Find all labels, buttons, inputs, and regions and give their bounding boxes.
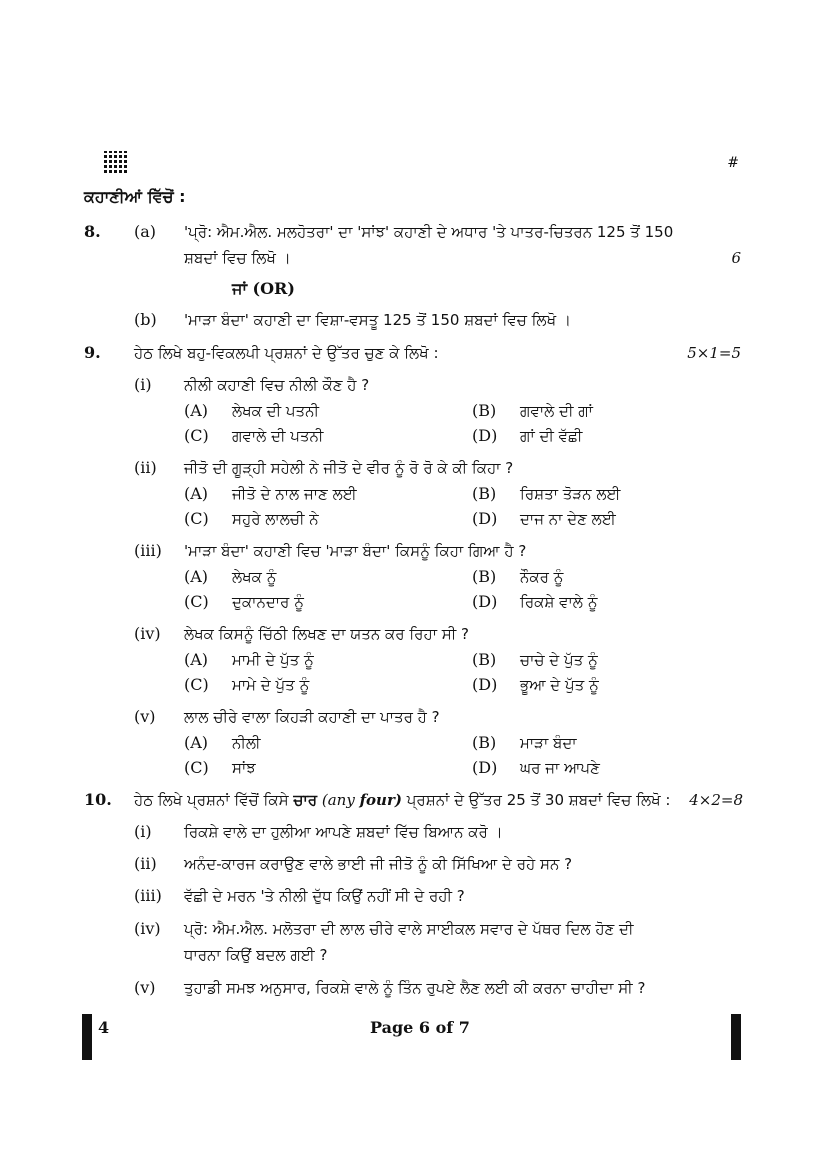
option-d: ਘਰ ਜਾ ਆਪਣੇ xyxy=(520,759,600,777)
option-label: (D) xyxy=(472,675,498,694)
question-text xyxy=(134,790,670,810)
question-text: ਲਾਲ ਚੀਰੇ ਵਾਲਾ ਕਿਹੜੀ ਕਹਾਣੀ ਦਾ ਪਾਤਰ ਹੈ ? xyxy=(184,708,440,726)
question-text: ਪ੍ਰੋ: ਐਮ.ਐਲ. ਮਲੋਤਰਾ ਦੀ ਲਾਲ ਚੀਰੇ ਵਾਲੇ ਸਾਈਕਲ ਸਵਾਰ ਦੇ ਪੱਥਰ ਦਿਲ ਹੋਣ ਦੀ xyxy=(184,920,634,938)
option-b: ਮਾੜਾ ਬੰਦਾ xyxy=(520,734,577,752)
question-text: ਹੇਠ ਲਿਖੇ ਬਹੁ-ਵਿਕਲਪੀ ਪ੍ਰਸ਼ਨਾਂ ਦੇ ਉੱਤਰ ਚੁਣ ਕੇ ਲਿਖੋ : xyxy=(134,344,439,362)
sub-label: (iii) xyxy=(134,886,162,905)
sub-label: (v) xyxy=(134,707,156,726)
option-a: ਲੇਖਕ ਦੀ ਪਤਨੀ xyxy=(232,402,320,420)
option-a: ਜੀਤੋ ਦੇ ਨਾਲ ਜਾਣ ਲਈ xyxy=(232,485,357,503)
option-label: (D) xyxy=(472,509,498,528)
question-number: 10. xyxy=(84,790,112,809)
question-text: ਅਨੰਦ-ਕਾਰਜ ਕਰਾਉਣ ਵਾਲੇ ਭਾਈ ਜੀ ਜੀਤੋ ਨੂੰ ਕੀ ਸਿੱਖਿਆ ਦੇ ਰਹੇ ਸਨ ? xyxy=(184,855,573,873)
option-d: ਭੂਆ ਦੇ ਪੁੱਤ ਨੂੰ xyxy=(520,676,599,694)
option-a: ਮਾਮੀ ਦੇ ਪੁੱਤ ਨੂੰ xyxy=(232,651,314,669)
option-label: (C) xyxy=(184,592,209,611)
or-label: ਜਾਂ (OR) xyxy=(232,279,295,298)
option-label: (B) xyxy=(472,733,497,752)
question-text: ਧਾਰਨਾ ਕਿਉਂ ਬਦਲ ਗਈ ? xyxy=(184,946,328,964)
option-b: ਗਵਾਲੇ ਦੀ ਗਾਂ xyxy=(520,402,593,420)
option-c: ਦੁਕਾਨਦਾਰ ਨੂੰ xyxy=(232,593,304,611)
page-number: Page 6 of 7 xyxy=(370,1018,470,1037)
option-label: (C) xyxy=(184,758,209,777)
text-four: four) xyxy=(359,791,402,809)
option-label: (B) xyxy=(472,567,497,586)
question-text: ਤੁਹਾਡੀ ਸਮਝ ਅਨੁਸਾਰ, ਰਿਕਸ਼ੇ ਵਾਲੇ ਨੂੰ ਤਿੰਨ ਰੁਪਏ ਲੈਣ ਲਈ ਕੀ ਕਰਨਾ ਚਾਹੀਦਾ ਸੀ ? xyxy=(184,979,646,997)
sub-label: (iv) xyxy=(134,919,161,938)
option-label: (D) xyxy=(472,758,498,777)
option-label: (B) xyxy=(472,650,497,669)
section-title: ਕਹਾਣੀਆਂ ਵਿੱਚੋਂ : xyxy=(84,187,186,206)
option-b: ਚਾਚੇ ਦੇ ਪੁੱਤ ਨੂੰ xyxy=(520,651,598,669)
sub-label: (iii) xyxy=(134,541,162,560)
option-label: (C) xyxy=(184,675,209,694)
footer-bar-left xyxy=(82,1014,92,1060)
sub-label: (i) xyxy=(134,375,152,394)
sub-label: (ii) xyxy=(134,854,157,873)
footer-code: 4 xyxy=(98,1018,110,1037)
option-b: ਨੌਕਰ ਨੂੰ xyxy=(520,568,564,586)
question-text: ਜੀਤੋ ਦੀ ਗੂੜ੍ਹੀ ਸਹੇਲੀ ਨੇ ਜੀਤੋ ਦੇ ਵੀਰ ਨੂੰ ਰੋ ਰੋ ਕੇ ਕੀ ਕਿਹਾ ? xyxy=(184,459,514,477)
header-hash: # xyxy=(727,155,739,171)
marks: 6 xyxy=(731,249,741,267)
option-label: (A) xyxy=(184,484,209,503)
option-a: ਲੇਖਕ ਨੂੰ xyxy=(232,568,277,586)
option-c: ਗਵਾਲੇ ਦੀ ਪਤਨੀ xyxy=(232,427,324,445)
option-label: (A) xyxy=(184,650,209,669)
question-number: 8. xyxy=(84,222,101,241)
sub-label: (a) xyxy=(134,222,157,241)
sub-label: (b) xyxy=(134,310,157,329)
option-d: ਰਿਕਸ਼ੇ ਵਾਲੇ ਨੂੰ xyxy=(520,593,598,611)
option-d: ਗਾਂ ਦੀ ਵੱਛੀ xyxy=(520,427,583,445)
question-number: 9. xyxy=(84,343,101,362)
sub-label: (v) xyxy=(134,978,156,997)
sub-label: (ii) xyxy=(134,458,157,477)
marks: 5×1=5 xyxy=(687,344,741,362)
question-text: ਰਿਕਸ਼ੇ ਵਾਲੇ ਦਾ ਹੁਲੀਆ ਆਪਣੇ ਸ਼ਬਦਾਂ ਵਿੱਚ ਬਿਆਨ ਕਰੋ । xyxy=(184,823,503,841)
option-label: (D) xyxy=(472,426,498,445)
option-label: (A) xyxy=(184,567,209,586)
sub-label: (i) xyxy=(134,822,152,841)
question-text: ਵੱਛੀ ਦੇ ਮਰਨ 'ਤੇ ਨੀਲੀ ਦੁੱਧ ਕਿਉਂ ਨਹੀਂ ਸੀ ਦੇ ਰਹੀ ? xyxy=(184,887,465,905)
text-bold: ਚਾਰ xyxy=(293,791,318,809)
option-label: (B) xyxy=(472,484,497,503)
option-label: (A) xyxy=(184,401,209,420)
option-label: (D) xyxy=(472,592,498,611)
footer-bar-right xyxy=(731,1014,741,1060)
option-label: (C) xyxy=(184,509,209,528)
option-label: (B) xyxy=(472,401,497,420)
option-label: (A) xyxy=(184,733,209,752)
text-pre: ਹੇਠ ਲਿਖੇ ਪ੍ਰਸ਼ਨਾਂ ਵਿੱਚੋਂ ਕਿਸੇ xyxy=(134,791,289,809)
option-label: (C) xyxy=(184,426,209,445)
option-b: ਰਿਸ਼ਤਾ ਤੋੜਨ ਲਈ xyxy=(520,485,621,503)
question-text: 'ਪ੍ਰੋ: ਐਮ.ਐਲ. ਮਲਹੋਤਰਾ' ਦਾ 'ਸਾਂਝ' ਕਹਾਣੀ ਦੇ ਅਧਾਰ 'ਤੇ ਪਾਤਰ-ਚਿਤਰਨ 125 ਤੋਂ 150 xyxy=(184,223,674,241)
sub-label: (iv) xyxy=(134,624,161,643)
text-any: (any xyxy=(321,791,355,809)
marks: 4×2=8 xyxy=(689,791,743,809)
question-text: 'ਮਾੜਾ ਬੰਦਾ' ਕਹਾਣੀ ਵਿਚ 'ਮਾੜਾ ਬੰਦਾ' ਕਿਸਨੂੰ ਕਿਹਾ ਗਿਆ ਹੈ ? xyxy=(184,542,527,560)
text-post: ਪ੍ਰਸ਼ਨਾਂ ਦੇ ਉੱਤਰ 25 ਤੋਂ 30 ਸ਼ਬਦਾਂ ਵਿਚ ਲਿਖੋ : xyxy=(406,791,671,809)
question-text: ਸ਼ਬਦਾਂ ਵਿਚ ਲਿਖੋ । xyxy=(184,249,291,267)
option-c: ਸਹੁਰੇ ਲਾਲਚੀ ਨੇ xyxy=(232,510,319,528)
option-c: ਮਾਮੇ ਦੇ ਪੁੱਤ ਨੂੰ xyxy=(232,676,310,694)
option-c: ਸਾਂਝ xyxy=(232,759,256,777)
question-text: ਨੀਲੀ ਕਹਾਣੀ ਵਿਚ ਨੀਲੀ ਕੌਣ ਹੈ ? xyxy=(184,376,370,394)
question-text: 'ਮਾੜਾ ਬੰਦਾ' ਕਹਾਣੀ ਦਾ ਵਿਸ਼ਾ-ਵਸਤੂ 125 ਤੋਂ 150 ਸ਼ਬਦਾਂ ਵਿਚ ਲਿਖੋ । xyxy=(184,311,571,329)
option-d: ਦਾਜ ਨਾ ਦੇਣ ਲਈ xyxy=(520,510,616,528)
qr-code xyxy=(104,151,128,175)
option-a: ਨੀਲੀ xyxy=(232,734,261,752)
question-text: ਲੇਖਕ ਕਿਸਨੂੰ ਚਿੱਠੀ ਲਿਖਣ ਦਾ ਯਤਨ ਕਰ ਰਿਹਾ ਸੀ ? xyxy=(184,625,469,643)
